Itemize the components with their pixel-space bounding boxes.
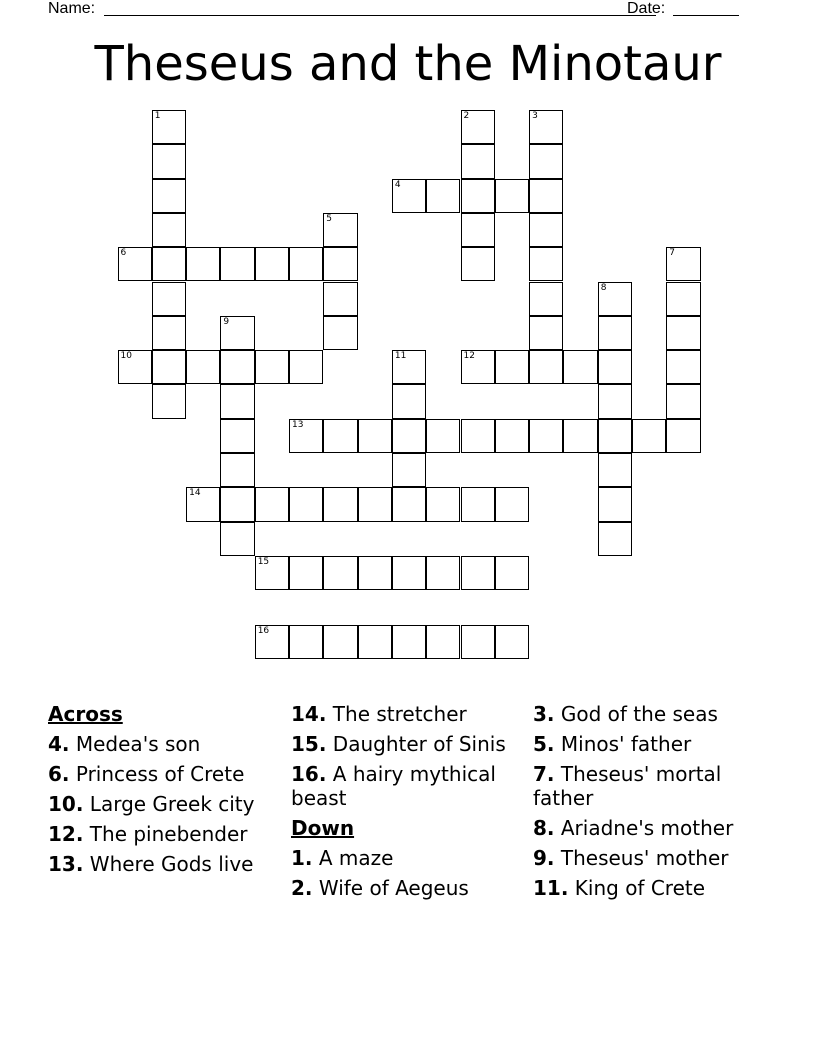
grid-cell[interactable] xyxy=(426,625,460,659)
clue-item-text: A hairy mythical beast xyxy=(291,762,496,810)
grid-cell[interactable] xyxy=(529,110,563,144)
grid-cell[interactable] xyxy=(152,282,186,316)
grid-cell[interactable] xyxy=(666,247,700,281)
grid-cell[interactable] xyxy=(598,487,632,521)
clue-item xyxy=(48,852,280,876)
grid-cell[interactable] xyxy=(392,384,426,418)
grid-cell[interactable] xyxy=(255,247,289,281)
clue-item-text: God of the seas xyxy=(560,702,718,726)
grid-cell[interactable] xyxy=(323,487,357,521)
grid-cell[interactable] xyxy=(392,419,426,453)
clue-item-number: 1. xyxy=(291,846,313,870)
grid-cell[interactable] xyxy=(323,556,357,590)
grid-cell[interactable] xyxy=(152,247,186,281)
grid-cell[interactable] xyxy=(220,522,254,556)
grid-cell[interactable] xyxy=(529,282,563,316)
clue-item-number: 15. xyxy=(291,732,327,756)
clue-item-text: The pinebender xyxy=(89,822,248,846)
grid-cell[interactable] xyxy=(666,350,700,384)
grid-cell[interactable] xyxy=(220,247,254,281)
grid-cell[interactable] xyxy=(220,419,254,453)
grid-cell[interactable] xyxy=(598,419,632,453)
clue-item-number: 11. xyxy=(533,876,569,900)
clue-item-number: 4. xyxy=(48,732,70,756)
grid-cell[interactable] xyxy=(461,625,495,659)
clue-number: 13 xyxy=(292,419,304,430)
grid-cell[interactable] xyxy=(495,625,529,659)
grid-cell[interactable] xyxy=(461,144,495,178)
grid-cell[interactable] xyxy=(666,282,700,316)
grid-cell[interactable] xyxy=(666,384,700,418)
grid-cell[interactable] xyxy=(598,522,632,556)
clue-item xyxy=(291,876,523,900)
clue-number: 12 xyxy=(463,351,475,362)
grid-cell[interactable] xyxy=(426,179,460,213)
name-label: Name: xyxy=(48,0,96,17)
clue-number: 11 xyxy=(394,351,407,362)
grid-cell[interactable] xyxy=(289,350,323,384)
grid-cell[interactable] xyxy=(323,316,357,350)
grid-cell[interactable] xyxy=(392,556,426,590)
grid-cell[interactable] xyxy=(495,179,529,213)
clue-item xyxy=(291,702,523,726)
clue-item xyxy=(48,792,280,816)
clue-item-text: Wife of Aegeus xyxy=(318,876,469,900)
grid-cell[interactable] xyxy=(255,625,289,659)
grid-cell[interactable] xyxy=(118,350,152,384)
clue-number: 15 xyxy=(257,556,270,567)
grid-cell[interactable] xyxy=(392,453,426,487)
clue-item xyxy=(533,732,765,756)
grid-cell[interactable] xyxy=(392,487,426,521)
name-field[interactable] xyxy=(104,15,656,16)
grid-cell[interactable] xyxy=(220,453,254,487)
clue-column-1 xyxy=(48,702,280,882)
clue-item-text: Minos' father xyxy=(560,732,692,756)
grid-cell[interactable] xyxy=(323,419,357,453)
grid-cell[interactable] xyxy=(152,316,186,350)
clue-item-number: 2. xyxy=(291,876,313,900)
clue-item xyxy=(533,816,765,840)
grid-cell[interactable] xyxy=(529,350,563,384)
clue-item-text: Theseus' mortal father xyxy=(533,762,722,810)
grid-cell[interactable] xyxy=(220,384,254,418)
grid-cell[interactable] xyxy=(392,625,426,659)
clue-column-3 xyxy=(533,702,765,906)
grid-cell[interactable] xyxy=(529,247,563,281)
grid-cell[interactable] xyxy=(461,213,495,247)
clue-item xyxy=(533,846,765,870)
clue-item-number: 9. xyxy=(533,846,555,870)
clue-number: 16 xyxy=(257,625,270,636)
clue-number: 7 xyxy=(669,248,676,259)
clue-number: 10 xyxy=(120,351,132,362)
clue-item xyxy=(533,876,765,900)
clue-number: 3 xyxy=(532,111,538,121)
clue-item-text: Ariadne's mother xyxy=(560,816,734,840)
grid-cell[interactable] xyxy=(495,419,529,453)
grid-cell[interactable] xyxy=(563,419,597,453)
grid-cell[interactable] xyxy=(426,487,460,521)
clue-item-number: 8. xyxy=(533,816,555,840)
down-heading: Down xyxy=(291,816,355,840)
grid-cell[interactable] xyxy=(461,247,495,281)
clue-item xyxy=(533,762,765,810)
grid-cell[interactable] xyxy=(598,282,632,316)
grid-cell[interactable] xyxy=(152,213,186,247)
grid-cell[interactable] xyxy=(323,625,357,659)
grid-cell[interactable] xyxy=(289,625,323,659)
grid-cell[interactable] xyxy=(255,350,289,384)
clue-item xyxy=(291,732,523,756)
grid-cell[interactable] xyxy=(255,487,289,521)
clue-column-2 xyxy=(291,702,523,906)
grid-cell[interactable] xyxy=(392,350,426,384)
header-row xyxy=(48,0,748,20)
grid-cell[interactable] xyxy=(495,487,529,521)
grid-cell[interactable] xyxy=(152,110,186,144)
clue-item-text: Theseus' mother xyxy=(560,846,729,870)
grid-cell[interactable] xyxy=(289,419,323,453)
grid-cell[interactable] xyxy=(152,144,186,178)
grid-cell[interactable] xyxy=(392,179,426,213)
clue-number: 9 xyxy=(223,316,230,327)
grid-cell[interactable] xyxy=(529,316,563,350)
grid-cell[interactable] xyxy=(220,350,254,384)
clue-item xyxy=(291,846,523,870)
clue-number: 2 xyxy=(463,111,470,121)
grid-cell[interactable] xyxy=(152,350,186,384)
grid-cell[interactable] xyxy=(323,247,357,281)
clue-item-text: Large Greek city xyxy=(89,792,255,816)
clue-item-number: 7. xyxy=(533,762,555,786)
clue-item xyxy=(533,702,765,726)
across-heading: Across xyxy=(48,702,123,726)
grid-cell[interactable] xyxy=(495,350,529,384)
grid-cell[interactable] xyxy=(666,316,700,350)
date-field[interactable] xyxy=(673,15,739,16)
clue-item xyxy=(48,822,280,846)
clue-item-text: The stretcher xyxy=(332,702,467,726)
grid-cell[interactable] xyxy=(529,179,563,213)
grid-cell[interactable] xyxy=(220,316,254,350)
clue-item-number: 12. xyxy=(48,822,84,846)
grid-cell[interactable] xyxy=(461,419,495,453)
grid-cell[interactable] xyxy=(632,419,666,453)
grid-cell[interactable] xyxy=(598,350,632,384)
clue-item-text: Daughter of Sinis xyxy=(332,732,506,756)
grid-cell[interactable] xyxy=(358,625,392,659)
clue-item-number: 13. xyxy=(48,852,84,876)
grid-cell[interactable] xyxy=(358,487,392,521)
clue-item xyxy=(291,762,523,810)
grid-cell[interactable] xyxy=(461,179,495,213)
clue-item-number: 3. xyxy=(533,702,555,726)
grid-cell[interactable] xyxy=(358,556,392,590)
clue-item-number: 10. xyxy=(48,792,84,816)
grid-cell[interactable] xyxy=(666,419,700,453)
grid-cell[interactable] xyxy=(461,556,495,590)
grid-cell[interactable] xyxy=(220,487,254,521)
clue-number: 1 xyxy=(154,111,161,121)
grid-cell[interactable] xyxy=(495,556,529,590)
clue-number: 8 xyxy=(600,282,607,293)
clue-item-number: 16. xyxy=(291,762,327,786)
clue-item xyxy=(48,762,280,786)
clue-item-number: 14. xyxy=(291,702,327,726)
grid-cell[interactable] xyxy=(289,556,323,590)
grid-cell[interactable] xyxy=(255,556,289,590)
clue-item-text: Princess of Crete xyxy=(75,762,245,786)
grid-cell[interactable] xyxy=(152,179,186,213)
clue-number: 6 xyxy=(120,248,127,259)
grid-cell[interactable] xyxy=(289,247,323,281)
grid-cell[interactable] xyxy=(186,487,220,521)
clue-item xyxy=(48,732,280,756)
grid-cell[interactable] xyxy=(563,350,597,384)
clue-item-number: 6. xyxy=(48,762,70,786)
clue-item-text: A maze xyxy=(318,846,394,870)
clue-item-text: King of Crete xyxy=(574,876,706,900)
grid-cell[interactable] xyxy=(186,247,220,281)
date-label: Date: xyxy=(627,0,666,17)
clue-item-text: Where Gods live xyxy=(89,852,254,876)
grid-cell[interactable] xyxy=(426,419,460,453)
grid-cell[interactable] xyxy=(152,384,186,418)
grid-cell[interactable] xyxy=(598,453,632,487)
page-title: Theseus and the Minotaur xyxy=(94,36,722,92)
clue-number: 14 xyxy=(189,488,201,499)
clue-item-text: Medea's son xyxy=(75,732,201,756)
grid-cell[interactable] xyxy=(358,419,392,453)
grid-cell[interactable] xyxy=(529,144,563,178)
clue-number: 5 xyxy=(326,213,333,224)
grid-cell[interactable] xyxy=(529,213,563,247)
clue-number: 4 xyxy=(394,179,401,190)
grid-cell[interactable] xyxy=(289,487,323,521)
grid-cell[interactable] xyxy=(461,110,495,144)
grid-cell[interactable] xyxy=(461,487,495,521)
grid-cell[interactable] xyxy=(186,350,220,384)
grid-cell[interactable] xyxy=(529,419,563,453)
grid-cell[interactable] xyxy=(118,247,152,281)
clue-item-number: 5. xyxy=(533,732,555,756)
grid-cell[interactable] xyxy=(323,213,357,247)
grid-cell[interactable] xyxy=(323,282,357,316)
grid-cell[interactable] xyxy=(461,350,495,384)
grid-cell[interactable] xyxy=(598,316,632,350)
grid-cell[interactable] xyxy=(426,556,460,590)
grid-cell[interactable] xyxy=(598,384,632,418)
